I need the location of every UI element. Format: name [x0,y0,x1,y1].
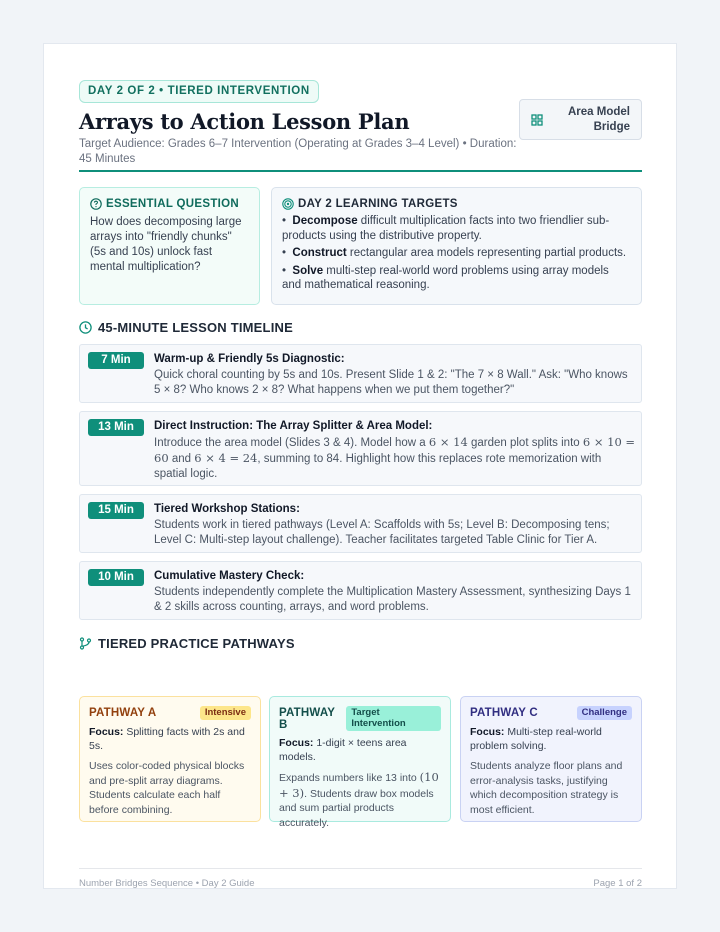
pathways-heading [79,636,295,651]
timeline-item [79,344,642,403]
duration-pill: 13 Min [88,419,144,436]
learning-targets-heading [282,198,631,210]
timeline-item [79,411,642,486]
timeline-heading [79,320,293,335]
learning-targets-card [271,187,642,305]
area-model-bridge-label: Area Model Bridge [568,106,630,133]
intro-cards [79,187,642,305]
learning-targets-list [282,214,631,293]
essential-question-card [79,187,260,305]
pathway-focus: Focus: Splitting facts with 2s and 5s. [89,726,245,752]
pathways-title: TIERED PRACTICE PATHWAYS [98,636,295,651]
pathway-tag: Intensive [200,706,251,720]
timeline-item-title: Warm-up & Friendly 5s Diagnostic: [154,353,345,365]
timeline-title: 45-MINUTE LESSON TIMELINE [98,320,293,335]
pathway-a-card [79,696,261,822]
timeline-item [79,561,642,620]
page-title: Arrays to Action Lesson Plan [79,109,410,134]
timeline-item-text: Students work in tiered pathways (Level A: Scaffolds with 5s; Level B: Decomposing tens; Level C: Multi-step layout challenge). Teacher facilitates targeted Table Clinic for Tier A. [154,519,610,546]
question-circle-icon [90,198,102,210]
page-content [79,80,642,889]
learning-target-item: • Decompose difficult multiplication facts into two friendlier sub-products using the distributive property. [282,215,610,242]
pathway-c-card [460,696,642,822]
learning-targets-title: DAY 2 LEARNING TARGETS [298,198,458,210]
timeline-item-title: Cumulative Mastery Check: [154,570,305,582]
pathway-name: PATHWAY B [279,706,335,731]
duration-pill: 15 Min [88,502,144,519]
essential-question-heading [90,198,249,210]
footer-sequence-label: Number Bridges Sequence • Day 2 Guide [79,878,255,889]
page-number: Page 1 of 2 [593,878,642,889]
header-divider [79,170,642,172]
clock-icon [79,321,92,334]
duration-pill: 10 Min [88,569,144,586]
footer-divider [79,868,642,869]
page-subtitle: Target Audience: Grades 6–7 Intervention (Operating at Grades 3–4 Level) • Duration: 45 Minutes [79,138,517,165]
grid-icon [531,114,543,126]
pathway-focus: Focus: Multi-step real-world problem solving. [470,726,602,752]
essential-question-title: ESSENTIAL QUESTION [106,198,239,210]
pathway-text: Expands numbers like 13 into (10 + 3). Students draw box models and sum partial products accurately. [279,770,439,829]
learning-target-item: • Solve multi-step real-world word problems using array models and mathematical reasoning. [282,264,609,291]
pathway-text: Uses color-coded physical blocks and pre-split array diagrams. Students calculate each half before combining. [89,760,245,816]
learning-target-item: • Construct rectangular area models representing partial products. [282,247,627,259]
pathway-name: PATHWAY A [89,707,157,719]
pathway-text: Students analyze floor plans and error-analysis tasks, justifying which decomposition strategy is most efficient. [470,760,623,816]
pathway-name: PATHWAY C [470,707,538,719]
pathway-b-card [269,696,451,829]
math-expression: (10 + 3) [279,770,439,800]
timeline-item [79,494,642,553]
lesson-plan-page [43,43,677,889]
timeline-item-title: Direct Instruction: The Array Splitter & Area Model: [154,420,433,432]
pathway-tag: Challenge [577,706,632,720]
timeline-item-text: Students independently complete the Multiplication Mastery Assessment, synthesizing Days 1 & 2 skills across counting, arrays, and word problems. [154,586,631,613]
timeline-item-text: Quick choral counting by 5s and 10s. Present Slide 1 & 2: "The 7 × 8 Wall." Ask: "Who knows 5 × 8? Who knows 2 × 8? What happens when we put them together?" [154,369,628,396]
day-badge: DAY 2 OF 2 • TIERED INTERVENTION [79,80,319,103]
area-model-bridge-button[interactable] [519,99,642,140]
essential-question-text: How does decomposing large arrays into "friendly chunks" (5s and 10s) unlock fast mental multiplication? [90,216,242,273]
timeline-item-text: Introduce the area model (Slides 3 & 4). Model how a 6 × 14 garden plot splits into 6 × 10 = 60 and 6 × 4 = 24, summing to 84. Highlight how this replaces rote memorization with spatial logic. [154,435,636,480]
math-expression: 6 × 10 = 60 [154,435,636,465]
duration-pill: 7 Min [88,352,144,369]
timeline-item-title: Tiered Workshop Stations: [154,503,300,515]
target-icon [282,198,294,210]
pathway-focus: Focus: 1-digit × teens area models. [279,737,407,763]
math-expression: 6 × 4 = 24 [194,451,258,465]
pathway-tag: Target Intervention [346,706,441,731]
math-expression: 6 × 14 [428,435,468,449]
branch-icon [79,637,92,650]
